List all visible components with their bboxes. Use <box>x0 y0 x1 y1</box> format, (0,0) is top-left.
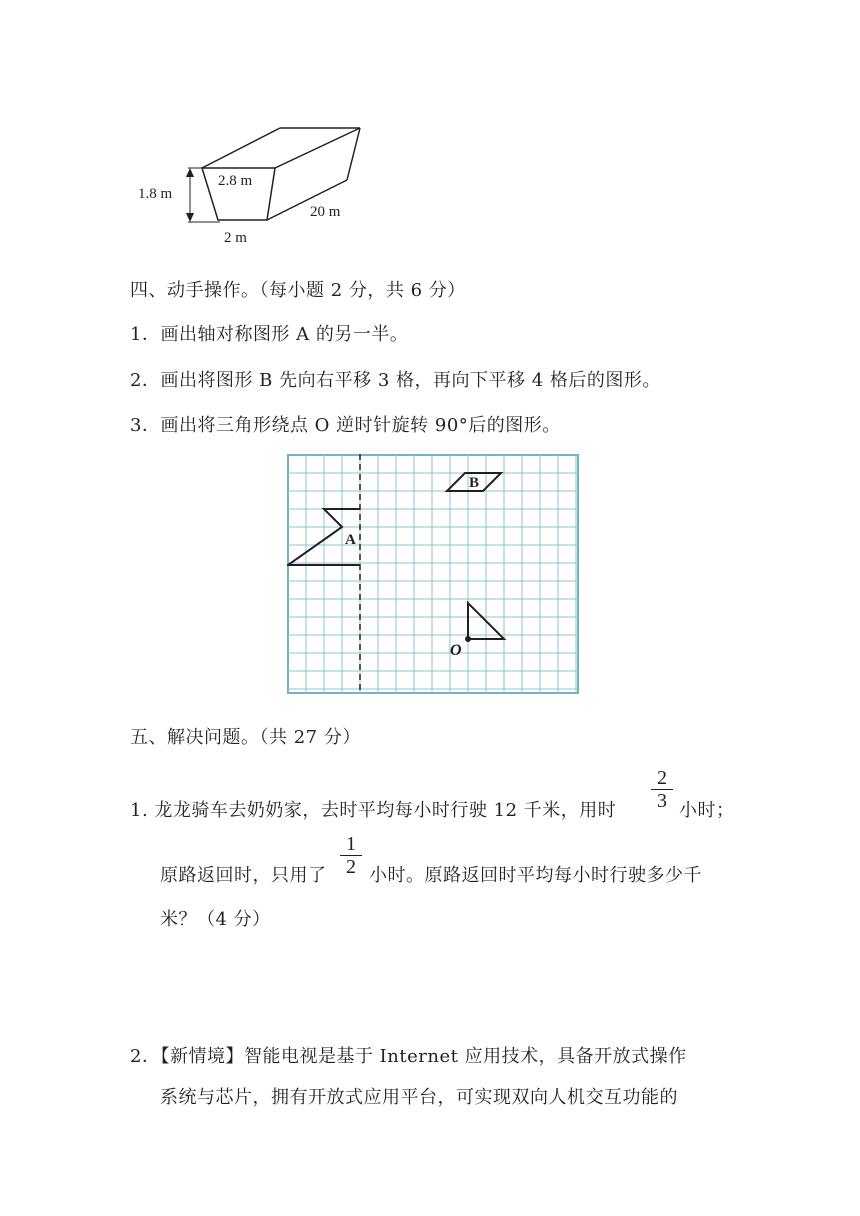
point-o <box>465 636 471 642</box>
q1-fraction-2-denominator: 2 <box>346 856 356 878</box>
section4-item-1: 1．画出轴对称图形 A 的另一半。 <box>130 324 409 345</box>
q1-fraction-1 <box>651 768 673 811</box>
prism-height-label: 1.8 m <box>138 186 173 202</box>
section4-item-2: 2．画出将图形 B 先向右平移 3 格，再向下平移 4 格后的图形。 <box>130 370 661 391</box>
q1-fraction-2 <box>340 834 362 877</box>
q1-fraction-2-numerator: 1 <box>346 833 356 855</box>
q1-line3: 米？（4 分） <box>160 909 271 930</box>
section4-heading: 四、动手操作。（每小题 2 分，共 6 分） <box>130 280 466 301</box>
q2-line1: 2．【新情境】智能电视是基于 Internet 应用技术，具备开放式操作 <box>130 1046 687 1067</box>
q1-fraction-1-numerator: 2 <box>657 767 667 789</box>
section4-item-3: 3．画出将三角形绕点 O 逆时针旋转 90°后的图形。 <box>130 415 561 436</box>
prism-top-label: 2.8 m <box>218 173 253 189</box>
q2-line2: 系统与芯片，拥有开放式应用平台，可实现双向人机交互功能的 <box>160 1087 678 1108</box>
grid-figure <box>287 454 581 694</box>
section5-heading: 五、解决问题。（共 27 分） <box>130 727 361 748</box>
q1-line2-start: 原路返回时，只用了 <box>160 865 327 886</box>
q1-line1: 1. 龙龙骑车去奶奶家，去时平均每小时行驶 12 千米，用时 <box>130 800 617 821</box>
prism-length-label: 20 m <box>310 204 341 220</box>
label-b: B <box>469 475 480 491</box>
q1-fraction-1-denominator: 3 <box>657 790 667 812</box>
label-o: O <box>450 642 462 659</box>
q1-line2-end: 小时。原路返回时平均每小时行驶多少千 <box>369 865 702 886</box>
q1-line1-end: 小时； <box>679 800 735 821</box>
label-a: A <box>345 532 356 548</box>
prism-bottom-label: 2 m <box>224 230 247 246</box>
